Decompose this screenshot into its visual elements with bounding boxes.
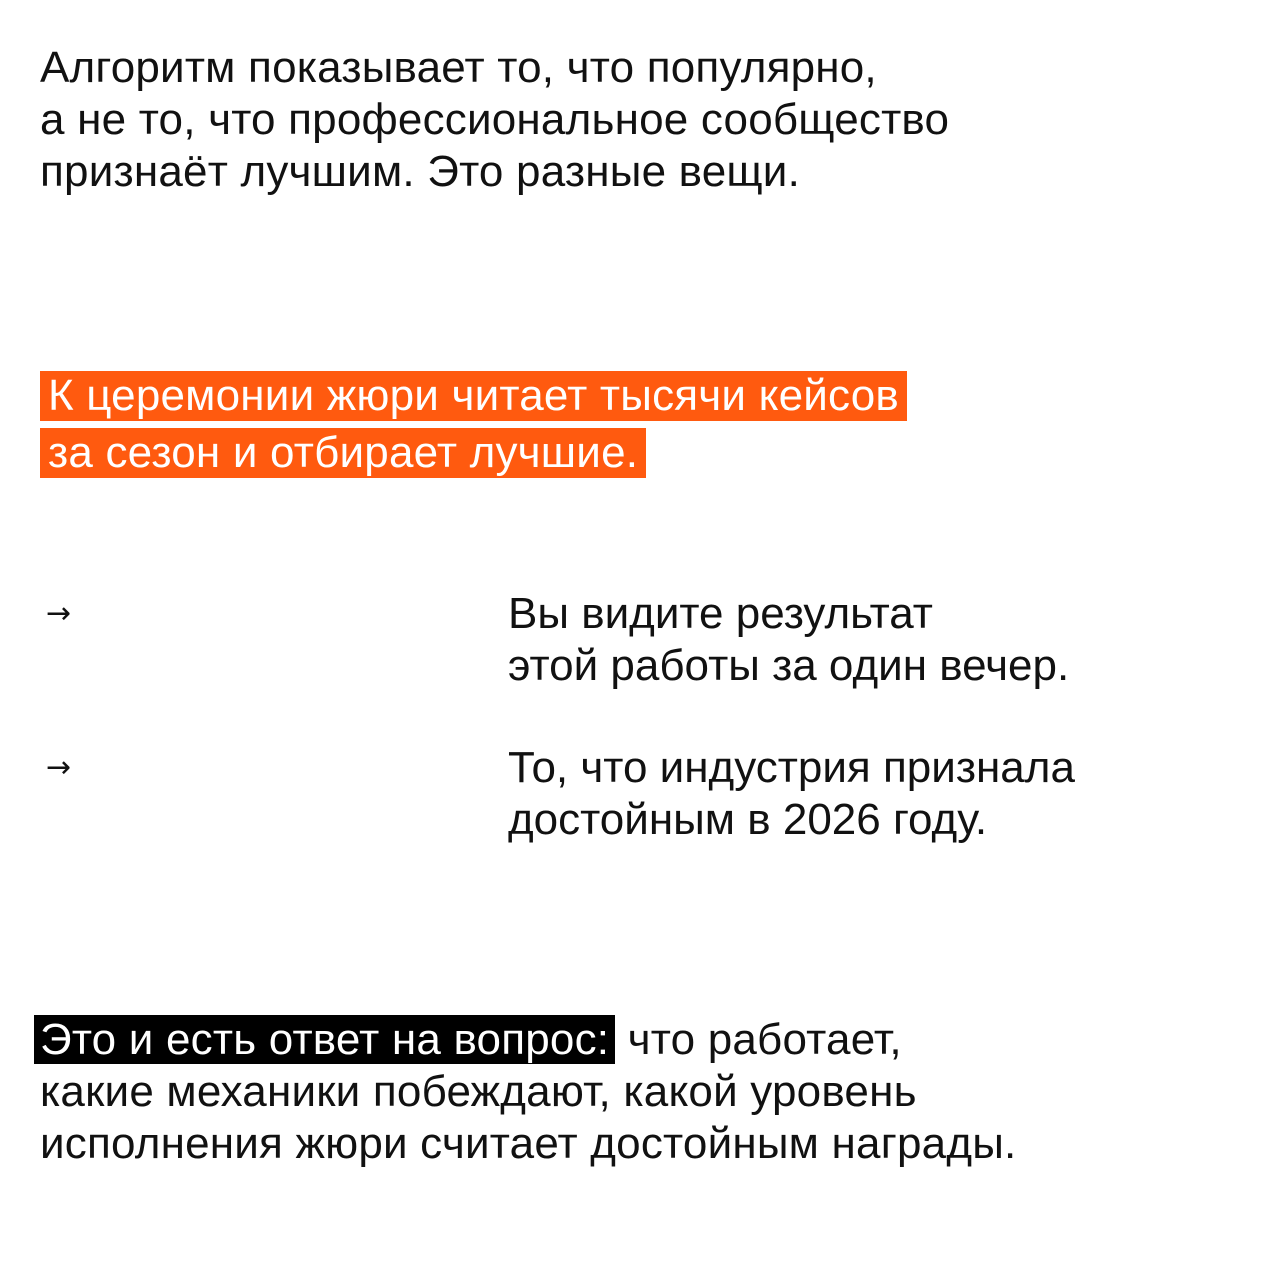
closing-paragraph [40, 1014, 1240, 1170]
intro-paragraph [40, 42, 1240, 198]
closing-line [40, 1014, 1240, 1066]
intro-line: а не то, что профессиональное сообщество [40, 95, 950, 144]
point-line: То, что индустрия признала [508, 743, 1075, 792]
point-line: Вы видите результат [508, 589, 933, 638]
highlight-paragraph [40, 370, 1240, 484]
point-item [40, 588, 1240, 698]
arrow-right-icon: → [46, 750, 72, 785]
highlight-line: за сезон и отбирает лучшие. [40, 428, 646, 478]
point-item [40, 742, 1240, 852]
intro-line: признаёт лучшим. Это разные вещи. [40, 147, 801, 196]
point-text [508, 588, 1238, 692]
arrow-right-icon: → [46, 596, 72, 631]
closing-line: какие механики побеждают, какой уровень [40, 1067, 917, 1116]
closing-highlight: Это и есть ответ на вопрос: [34, 1015, 615, 1064]
highlight-line: К церемонии жюри читает тысячи кейсов [40, 371, 907, 421]
point-text [508, 742, 1238, 846]
closing-line: исполнения жюри считает достойным награды. [40, 1119, 1017, 1168]
point-line: достойным в 2026 году. [508, 795, 988, 844]
closing-rest: что работает, [615, 1015, 902, 1064]
intro-line: Алгоритм показывает то, что популярно, [40, 43, 877, 92]
point-line: этой работы за один вечер. [508, 641, 1070, 690]
